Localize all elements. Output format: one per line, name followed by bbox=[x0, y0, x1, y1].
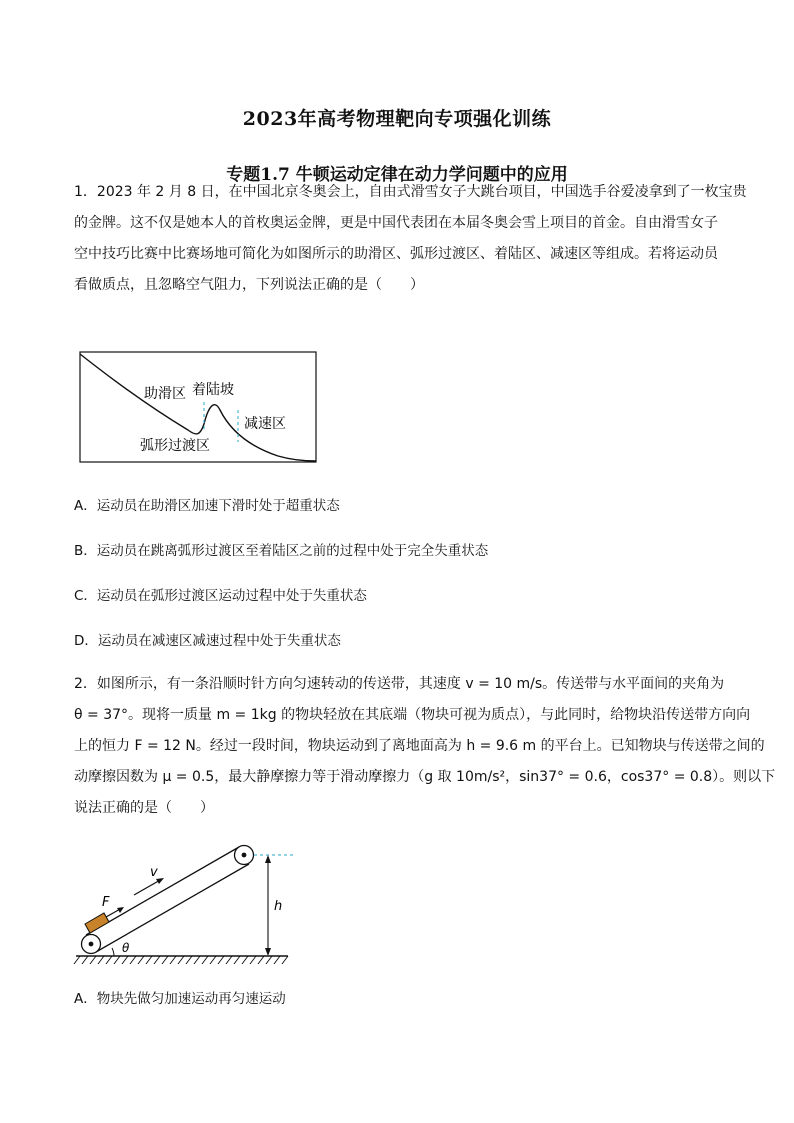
question-1-text bbox=[74, 177, 747, 301]
angle-arc bbox=[112, 948, 114, 956]
label-height: h bbox=[274, 899, 283, 914]
block bbox=[85, 913, 109, 933]
question-2-line: 说法正确的是（ ） bbox=[74, 800, 214, 816]
page-subtitle: 专题1.7 牛顿运动定律在动力学问题中的应用 bbox=[226, 165, 568, 185]
question-1-option-c: C．运动员在弧形过渡区运动过程中处于失重状态 bbox=[74, 588, 367, 604]
question-1-line: 空中技巧比赛中比赛场地可简化为如图所示的助滑区、弧形过渡区、着陆区、减速区等组成。若将运动员 bbox=[74, 246, 718, 262]
question-1-option-a: A．运动员在助滑区加速下滑时处于超重状态 bbox=[74, 498, 340, 514]
question-1-line: 看做质点，且忽略空气阻力，下列说法正确的是（ ） bbox=[74, 277, 424, 293]
page-title: 2023年高考物理靶向专项强化训练 bbox=[242, 108, 552, 130]
height-arrowhead-top bbox=[265, 855, 271, 863]
top-pulley-axle bbox=[242, 853, 247, 858]
label-arc-zone: 弧形过渡区 bbox=[140, 438, 210, 454]
question-1-option-b: B．运动员在跳离弧形过渡区至着陆区之前的过程中处于完全失重状态 bbox=[74, 543, 489, 559]
label-assist-zone: 助滑区 bbox=[144, 386, 186, 402]
ground-hatching bbox=[74, 956, 288, 964]
conveyor-belt-figure bbox=[72, 838, 302, 968]
label-theta: θ bbox=[122, 941, 130, 955]
bottom-pulley-axle bbox=[89, 942, 94, 947]
question-2-line: θ = 37°。现将一质量 m = 1kg 的物块轻放在其底端（物块可视为质点），与此同时，给物块沿传送带方向向 bbox=[74, 707, 751, 723]
label-velocity: v bbox=[150, 865, 158, 880]
height-arrowhead-bottom bbox=[265, 948, 271, 956]
label-force: F bbox=[102, 895, 110, 910]
question-1-line: 1．2023 年 2 月 8 日，在中国北京冬奥会上，自由式滑雪女子大跳台项目，中国选手谷爱凌拿到了一枚宝贵 bbox=[74, 184, 747, 200]
question-1-line: 的金牌。这不仅是她本人的首枚奥运金牌，更是中国代表团在本届冬奥会雪上项目的首金。自由滑雪女子 bbox=[74, 215, 718, 231]
question-2-line: 上的恒力 F = 12 N。经过一段时间，物块运动到了离地面高为 h = 9.6 m 的平台上。已知物块与传送带之间的 bbox=[74, 738, 765, 754]
question-2-option-a: A．物块先做匀加速运动再匀速运动 bbox=[74, 991, 286, 1007]
question-1-option-d: D．运动员在减速区减速过程中处于失重状态 bbox=[74, 633, 341, 649]
question-2-line: 动摩擦因数为 μ = 0.5，最大静摩擦力等于滑动摩擦力（g 取 10m/s²，sin37° = 0.6，cos37° = 0.8）。则以下 bbox=[74, 769, 776, 785]
question-2-line: 2．如图所示，有一条沿顺时针方向匀速转动的传送带，其速度 v = 10 m/s。传送带与水平面间的夹角为 bbox=[74, 676, 725, 692]
label-landing-slope: 着陆坡 bbox=[192, 382, 234, 398]
ski-jump-figure bbox=[78, 350, 318, 466]
question-2-text bbox=[74, 669, 776, 824]
label-decel-zone: 减速区 bbox=[244, 416, 286, 432]
